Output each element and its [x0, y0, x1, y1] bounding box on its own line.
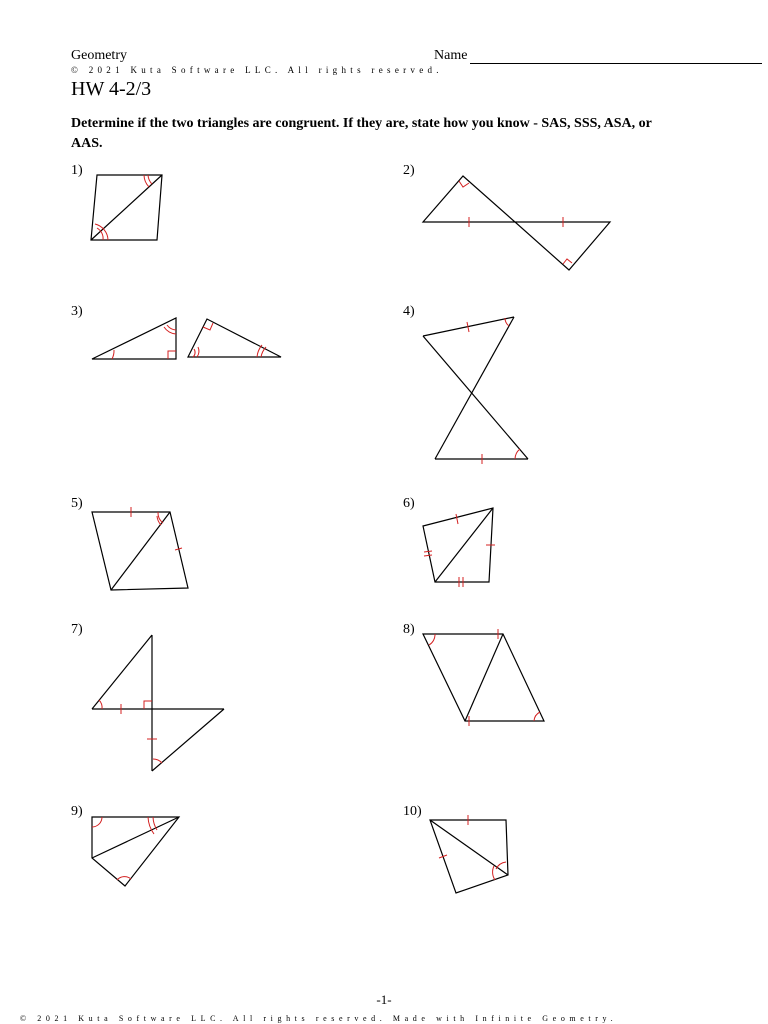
problem-number: 7) [71, 622, 83, 637]
figure-1 [91, 175, 162, 240]
subject-label: Geometry [71, 48, 127, 63]
figure-4 [423, 317, 528, 464]
header-copyright: © 2021 Kuta Software LLC. All rights reserved. [71, 65, 443, 75]
figure-3 [92, 318, 281, 359]
problem-number: 2) [403, 163, 415, 178]
problem-number: 8) [403, 622, 415, 637]
problem-number: 9) [71, 804, 83, 819]
page-number: -1- [376, 992, 392, 1007]
problem-number: 10) [403, 804, 422, 819]
name-label: Name [434, 48, 468, 63]
problem-number: 3) [71, 304, 83, 319]
figure-10 [430, 815, 508, 893]
worksheet-title: HW 4-2/3 [71, 78, 152, 100]
figure-9 [92, 817, 179, 886]
figure-8 [423, 629, 544, 726]
figure-5 [92, 507, 188, 590]
problem-number: 5) [71, 496, 83, 511]
problem-number: 6) [403, 496, 415, 511]
problem-number: 1) [71, 163, 83, 178]
problem-number: 4) [403, 304, 415, 319]
figure-7 [92, 635, 224, 771]
instructions: Determine if the two triangles are congruent. If they are, state how you know - SAS, SSS, ASA, or AAS. [71, 116, 652, 151]
figure-2 [423, 176, 610, 270]
figure-6 [423, 508, 495, 587]
footer-copyright: © 2021 Kuta Software LLC. All rights reserved. Made with Infinite Geometry. [20, 1014, 618, 1023]
